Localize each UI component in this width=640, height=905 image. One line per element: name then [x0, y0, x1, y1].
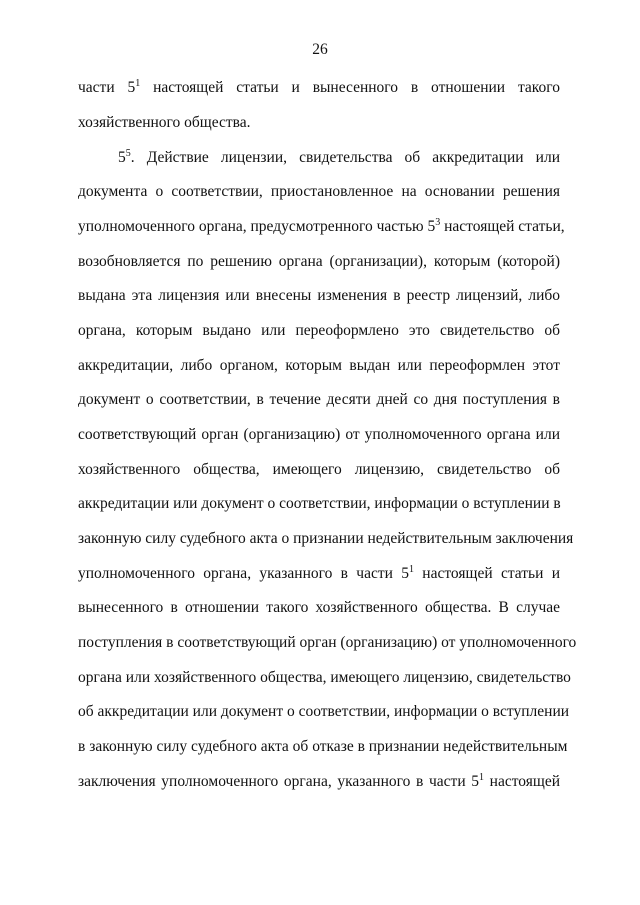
text-run: вынесенного в отношении такого хозяйственного общества. В случае: [78, 599, 560, 616]
text-line: [78, 425, 560, 445]
text-run: органа или хозяйственного общества, имеющего лицензию, свидетельство: [78, 669, 571, 686]
text-line: [78, 460, 560, 480]
text-line: [78, 529, 574, 549]
text-run: возобновляется по решению органа (организации), которым (которой): [78, 253, 560, 270]
text-run: хозяйственного общества, имеющего лицензию, свидетельство об: [78, 461, 560, 478]
text-line: [78, 252, 560, 272]
text-line: [118, 148, 560, 168]
text-run: . Действие лицензии, свидетельства об аккредитации или: [130, 149, 560, 166]
text-run: уполномоченного органа, предусмотренного частью 5: [78, 218, 436, 235]
text-run: заключения уполномоченного органа, указанного в части 5: [78, 773, 480, 790]
text-line: [78, 564, 560, 584]
page-number: 26: [312, 41, 328, 58]
superscript: 3: [435, 216, 441, 228]
text-line: [78, 702, 570, 722]
text-run: настоящей: [484, 773, 560, 790]
text-run: части 5: [78, 79, 136, 96]
text-line: [78, 216, 565, 237]
text-line: [78, 182, 560, 202]
text-run: органа, которым выдано или переоформлено это свидетельство об: [78, 322, 560, 339]
text-line: [78, 772, 560, 792]
text-run: уполномоченного органа, указанного в части 5: [78, 565, 409, 582]
text-run: аккредитации или документ о соответствии, информации о вступлении в: [78, 495, 561, 512]
text-line: [78, 113, 560, 133]
text-run: поступления в соответствующий орган (организацию) от уполномоченного: [78, 634, 577, 651]
text-line: [78, 356, 560, 376]
text-run: аккредитации, либо органом, которым выдан или переоформлен этот: [78, 357, 560, 374]
text-run: соответствующий орган (организацию) от уполномоченного органа или: [78, 426, 560, 443]
text-run: об аккредитации или документ о соответствии, информации о вступлении: [78, 703, 570, 720]
text-run: хозяйственного общества.: [78, 114, 251, 131]
text-line: [78, 321, 560, 341]
text-line: [78, 390, 560, 410]
text-line: [78, 668, 571, 688]
superscript: 5: [125, 147, 131, 159]
text-line: [78, 78, 560, 98]
text-line: [78, 598, 560, 618]
text-run: выдана эта лицензия или внесены изменения в реестр лицензий, либо: [78, 287, 560, 304]
text-run: 5: [118, 149, 126, 166]
text-run: законную силу судебного акта о признании недействительным заключения: [78, 530, 574, 547]
text-run: настоящей статьи и вынесенного в отношении такого: [140, 79, 560, 96]
text-line: [78, 286, 560, 306]
text-run: в законную силу судебного акта об отказе в признании недействительным: [78, 738, 568, 755]
superscript: 1: [135, 77, 141, 89]
superscript: 1: [479, 771, 485, 783]
text-line: [78, 494, 560, 514]
text-line: [78, 633, 577, 653]
text-run: настоящей статьи и: [414, 565, 561, 582]
text-run: настоящей статьи,: [440, 218, 565, 235]
text-run: документ о соответствии, в течение десяти дней со дня поступления в: [78, 391, 560, 408]
text-run: документа о соответствии, приостановленное на основании решения: [78, 183, 560, 200]
superscript: 1: [409, 563, 414, 575]
text-line: [78, 737, 568, 757]
